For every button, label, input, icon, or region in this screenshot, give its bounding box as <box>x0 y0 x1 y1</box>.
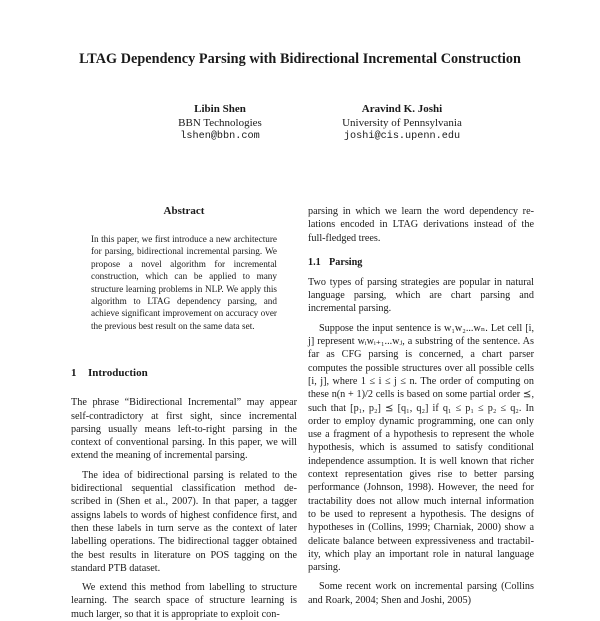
parsing-paragraph-1: Two types of parsing strategies are popular in natural language parsing, which are chart parsing and incremental parsing. <box>308 276 534 315</box>
subsection-heading <box>308 257 534 268</box>
intro-paragraph-2: The idea of bidirectional parsing is related to the bidirectional sequential classification method described in (Shen et al., 2007). In that paper, a tagger assigns labels to words of highest confidence first, and then these labels in turn serve as the context of later labelling operations. The bidirectional tagger obtained the best results in literature on POS tagging on the standard PTB dataset. <box>71 469 297 574</box>
right-column <box>308 205 534 607</box>
section-heading <box>71 367 297 379</box>
author-affiliation: BBN Technologies <box>178 117 262 129</box>
author-email: lshen@bbn.com <box>180 131 260 142</box>
author-name: Libin Shen <box>194 103 246 115</box>
abstract-text: In this paper, we first introduce a new architecture for parsing, bidirectional incremental parsing. We propose a novel algorithm for incremental construction, which can be applied to many structure learning problems in NLP. We apply this algorithm to LTAG dependency parsing, and achieve significant improvement on accuracy over the previous best result on the same data set. <box>91 234 277 331</box>
author-email: joshi@cis.upenn.edu <box>343 131 461 142</box>
intro-paragraph-3: We extend this method from labelling to structure learning. The search space of structure learning is much larger, so that it is appropriate to exploit con- <box>71 582 297 620</box>
author-name: Aravind K. Joshi <box>361 103 443 115</box>
author-block-2 <box>292 102 512 144</box>
left-column <box>71 205 297 621</box>
section-number: 1 <box>71 367 77 380</box>
abstract-heading: Abstract <box>163 205 205 217</box>
parsing-paragraph-2: Suppose the input sentence is w₁w₂...wₙ. Let cell [i, j] represent wᵢwᵢ₊₁...wⱼ, a substring of the sentence. As far as CFG parsing is concerned, a chart parser computes the possible structures over all possible cells [i, j], where 1 ≤ i ≤ j ≤ n. The order of computing on these n(n + 1)/2 cells is based on some partial order ⪯, such that [p₁, p₂] ⪯ [q₁, q₂] if q₁ ≤ p₁ ≤ p₂ ≤ q₂. In order to employ dynamic programming, one can only use a fragment of a hypothesis to represent the whole hypothesis, which is assumed to satisfy conditional independence assumption. It is well known that richer context representation gives rise to better parsing performance (Johnson, 1998). However, the need for tractability does not allow much internal information to be used to represent a hypothesis. The designs of hypotheses in (Collins, 1999; Charniak, 2000) show a delicate balance between expressiveness and tractability, which play an important role in natural language parsing. <box>308 322 534 574</box>
continued-paragraph: parsing in which we learn the word dependency relations encoded in LTAG derivations instead of the full-fledged trees. <box>308 206 534 244</box>
author-affiliation: University of Pennsylvania <box>342 117 462 129</box>
subsection-title: Parsing <box>329 256 363 268</box>
intro-paragraph-1: The phrase “Bidirectional Incremental” may appear self-contradictory at first sight, since incremental parsing usually means left-to-right parsing in the context of conventional parsing. In this paper, we will extend the meaning of incremental parsing. <box>71 397 297 462</box>
subsection-number: 1.1 <box>308 256 321 268</box>
section-title: Introduction <box>88 367 148 380</box>
paper-title: LTAG Dependency Parsing with Bidirectional Incremental Construction <box>79 51 521 67</box>
parsing-paragraph-3: Some recent work on incremental parsing (Collins and Roark, 2004; Shen and Joshi, 2005) <box>308 581 534 606</box>
